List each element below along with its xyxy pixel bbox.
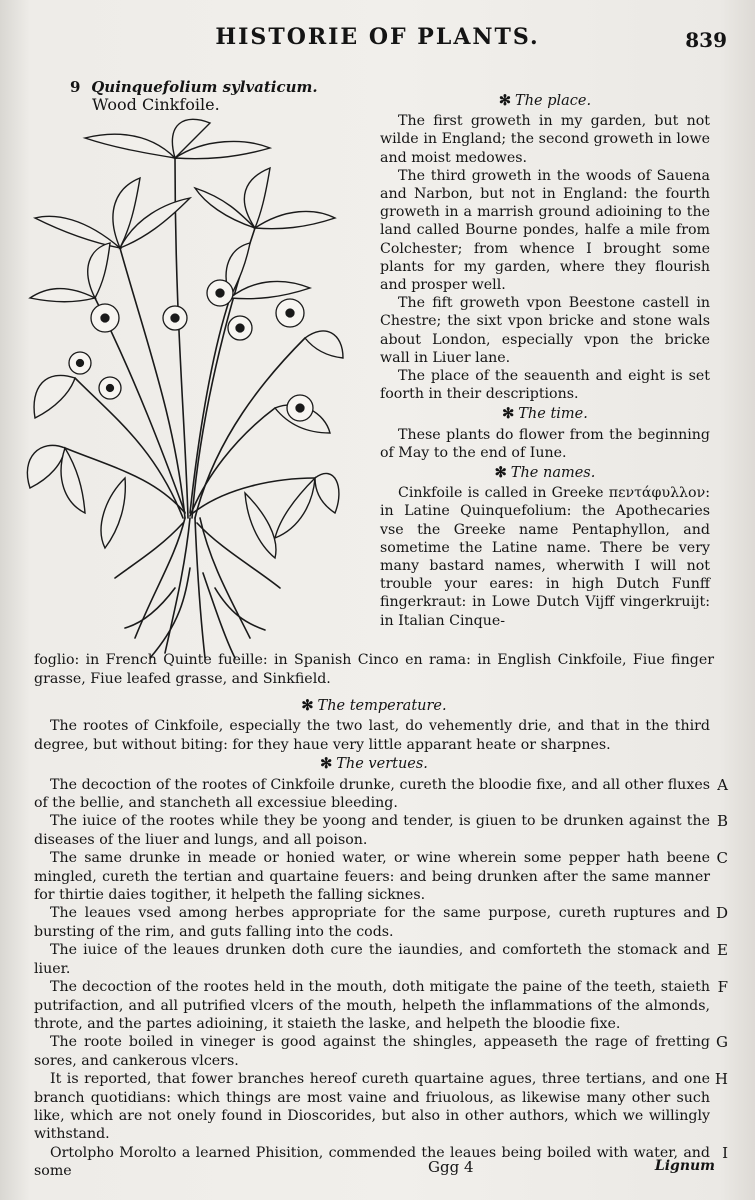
margin-letter: B bbox=[716, 812, 728, 831]
place-paragraph: The place of the seauenth and eight is set foorth in their descriptions. bbox=[380, 368, 710, 403]
virtue-paragraph: The roote boiled in vineger is good against the shingles, appeaseth the rage of fretting sores, and cankerous vlcers. G bbox=[34, 1033, 728, 1069]
cinkfoile-woodcut-illustration bbox=[25, 118, 345, 663]
names-heading: ✻ The names. bbox=[494, 464, 596, 482]
plant-heading bbox=[70, 78, 318, 114]
virtue-paragraph: The iuice of the leaues drunken doth cure the iaundies, and comforteth the stomack and liuer. E bbox=[34, 941, 728, 977]
margin-letter: C bbox=[716, 849, 728, 868]
virtue-paragraph: The iuice of the rootes while they be yoong and tender, is giuen to be drunken against the diseases of the liuer and lungs, and all poison. B bbox=[34, 812, 728, 848]
margin-letter: I bbox=[722, 1143, 728, 1162]
asterism-icon: ✻ bbox=[494, 464, 507, 482]
virtue-paragraph: It is reported, that fower branches hereof cureth quartaine agues, three tertians, and one branch quotidians: which things are most vaine and friuolous, as likewise many other such like, which are not onely found in Dioscorides, but also in other authors, which we willingly withstand. H bbox=[34, 1070, 728, 1143]
signature-mark: Ggg 4 bbox=[428, 1158, 474, 1176]
place-paragraph: The third groweth in the woods of Sauena and Narbon, but not in England: the fourth groweth in a marrish ground adioining to the land called Bourne pondes, halfe a mile from Colchester; from whence I brought some plants for my garden, where they flourish and prosper well. bbox=[380, 167, 710, 294]
plant-latin-name: Quinquefolium sylvaticum. bbox=[91, 78, 318, 96]
margin-letter: G bbox=[716, 1033, 728, 1052]
catchword: Lignum bbox=[654, 1158, 715, 1174]
margin-letter: D bbox=[715, 904, 728, 923]
place-paragraph: The first groweth in my garden, but not wilde in England; the second groweth in lowe and moist medowes. bbox=[380, 113, 710, 166]
lower-text-block bbox=[34, 696, 728, 1181]
asterism-icon: ✻ bbox=[320, 755, 333, 773]
virtue-paragraph: The same drunke in meade or honied water, or wine wherein some pepper hath beene mingled, cureth the tertian and quartaine feuers: and being drunken after the same manner for thirtie daies togither, it helpeth the falling sicknes. C bbox=[34, 849, 728, 904]
temperature-heading: ✻ The temperature. bbox=[301, 697, 447, 714]
running-head: HISTORIE OF PLANTS. bbox=[215, 24, 540, 50]
show-through-text bbox=[60, 55, 700, 71]
margin-letter: A bbox=[717, 775, 728, 794]
names-paragraph: Cinkfoile is called in Greeke πεντάφυλλον: in Latine Quinquefolium: the Apothecaries vse the Greeke name Pentaphyllon, and sometime the Latine name. There be very many bastard names, wherwith I will not trouble your eares: in high Dutch Funff fingerkraut: in Lowe Dutch Vijff vingerkruijt: in Italian Cinque- bbox=[380, 485, 710, 629]
temperature-paragraph: The rootes of Cinkfoile, especially the two last, do vehemently drie, and that in the third degree, but without biting: for they haue very little apparant heate or sharpnes. bbox=[34, 718, 710, 753]
right-text-column bbox=[380, 90, 710, 630]
place-paragraph: The fift groweth vpon Beestone castell in Chestre; the sixt vpon bricke and stone wals about London, especially vpon the bricke wall in Liuer lane. bbox=[380, 295, 710, 366]
virtue-paragraph: The decoction of the rootes held in the mouth, doth mitigate the paine of the teeth, staieth putrifaction, and all putrified vlcers of the mouth, helpeth the inflammations of the almonds, throte, and the partes adioining, it staieth the laske, and helpeth the bloodie fixe. F bbox=[34, 978, 728, 1032]
asterism-icon: ✻ bbox=[301, 697, 314, 714]
names-paragraph-continued: foglio: in French Quinte fueille: in Spanish Cinco en rama: in English Cinkfoile, Fiue finger grasse, Fiue leafed grasse, and Sinkfield. bbox=[34, 652, 714, 687]
page-number: 839 bbox=[685, 28, 727, 52]
time-paragraph: These plants do flower from the beginning of May to the end of Iune. bbox=[380, 426, 710, 461]
virtue-paragraph: The decoction of the rootes of Cinkfoile drunke, cureth the bloodie fixe, and all other fluxes of the bellie, and stancheth all excessiue bleeding. A bbox=[34, 775, 728, 812]
time-heading: ✻ The time. bbox=[502, 405, 588, 423]
virtue-paragraph: Ortolpho Morolto a learned Phisition, commended the leaues being boiled with water, and some I bbox=[34, 1143, 728, 1180]
place-heading: ✻ The place. bbox=[498, 92, 592, 109]
virtue-paragraph: The leaues vsed among herbes appropriate for the same purpose, cureth ruptures and bursting of the rim, and guts falling into the cods. D bbox=[34, 904, 728, 940]
asterism-icon: ✻ bbox=[502, 405, 515, 423]
margin-letter: H bbox=[714, 1070, 728, 1089]
virtues-heading: ✻ The vertues. bbox=[320, 755, 428, 773]
margin-letter: F bbox=[717, 978, 728, 997]
plant-number: 9 bbox=[70, 78, 81, 96]
margin-letter: E bbox=[717, 941, 728, 960]
asterism-icon: ✻ bbox=[498, 92, 512, 109]
plant-english-name: Wood Cinkfoile. bbox=[92, 95, 220, 114]
